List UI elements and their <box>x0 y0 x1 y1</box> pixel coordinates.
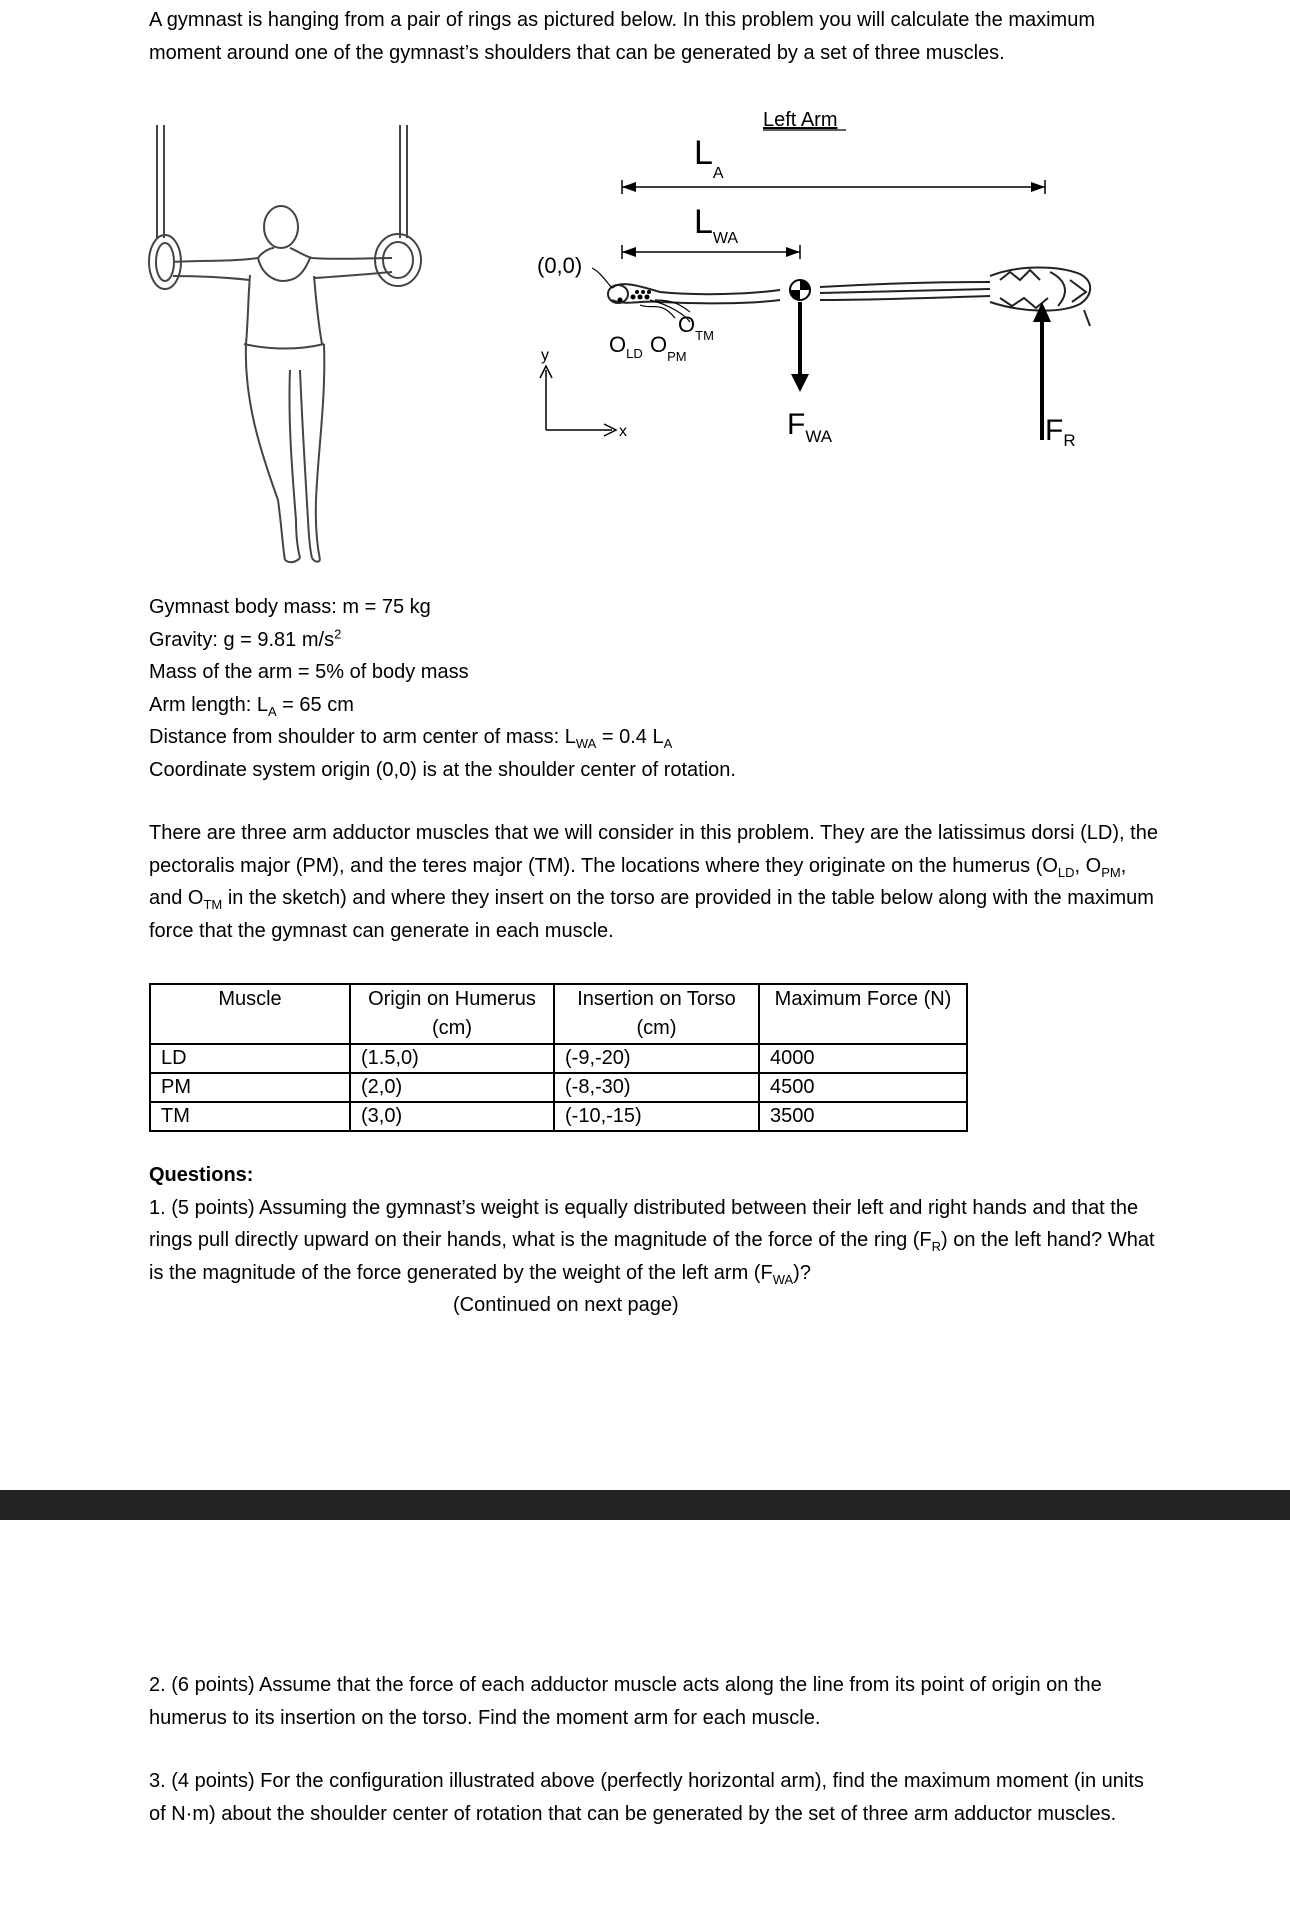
gravity: Gravity: g = 9.81 $m/s^2$ <box>149 625 342 651</box>
continued-note: (Continued on next page) <box>453 1294 679 1316</box>
arm-mass: Mass of the arm = 5% of body mass <box>149 661 469 683</box>
left-arm-label: Left Arm <box>763 109 838 131</box>
coordinate-note: Coordinate system origin (0,0) is at the shoulder center of rotation. <box>149 758 736 781</box>
body-mass: Gymnast body mass: m = 75 kg <box>149 596 431 618</box>
table-cell: (-8,-30) <box>554 1073 759 1102</box>
table-cell: 4500 <box>759 1073 967 1102</box>
old-label: $O_{LD}$ <box>609 332 643 361</box>
table-cell: 3500 <box>759 1102 967 1131</box>
la-label: $L_A$ <box>694 134 724 182</box>
intro-paragraph: A gymnast is hanging from a pair of rings as pictured below. In this problem you will calculate the maximum moment around one of the gymnast’s shoulders that can be generated by a set of three muscles. <box>149 9 1095 64</box>
table-header: Origin on Humerus (cm) <box>350 984 554 1044</box>
gymnast-figure <box>0 0 1290 600</box>
table-cell: 4000 <box>759 1044 967 1073</box>
table-cell: (-9,-20) <box>554 1044 759 1073</box>
axis-x-label: x <box>619 423 627 440</box>
table-header: Insertion on Torso (cm) <box>554 984 759 1044</box>
page-break-bar <box>0 1490 1290 1520</box>
table-cell: (3,0) <box>350 1102 554 1131</box>
given-values <box>149 591 736 786</box>
table-cell: TM <box>150 1102 350 1131</box>
fwa-label: $F_{WA}$ <box>787 408 833 446</box>
arm-diagram <box>540 180 1090 440</box>
gymnast-illustration <box>149 125 421 562</box>
table-row <box>150 1073 967 1102</box>
center-of-mass-marker <box>790 280 810 300</box>
xy-axes <box>540 366 616 436</box>
table-header: Muscle <box>150 984 350 1044</box>
questions-section <box>149 1159 1159 1322</box>
table-cell: (1.5,0) <box>350 1044 554 1073</box>
origin-dots <box>618 290 652 303</box>
arm-length: Arm length: $L_A = 65$ cm <box>149 693 354 719</box>
question-1: 1. (5 points) Assuming the gymnast’s weight is equally distributed between their left and right hands and that the rings pull directly upward on their hands, what is the magnitude of the force of the ring $(F_R)$ on the left hand? What is the magnitude of the force generated by the weight of the left arm $(F_{WA})$? <box>149 1196 1155 1287</box>
table-cell: (2,0) <box>350 1073 554 1102</box>
muscle-table <box>149 983 968 1132</box>
table-row <box>150 1102 967 1131</box>
questions-heading: Questions: <box>149 1164 254 1186</box>
table-cell: (-10,-15) <box>554 1102 759 1131</box>
table-cell: LD <box>150 1044 350 1073</box>
com-distance: Distance from shoulder to arm center of mass: $L_{WA} = 0.4$ $L_A$ <box>149 726 673 751</box>
fr-label: $F_R$ <box>1045 414 1076 450</box>
table-row <box>150 1044 967 1073</box>
axis-y-label: y <box>541 347 549 364</box>
otm-label: $O_{TM}$ <box>678 312 714 343</box>
opm-label: $O_{PM}$ <box>650 332 687 364</box>
table-header: Maximum Force (N) <box>759 984 967 1044</box>
lwa-label: $L_{WA}$ <box>694 203 739 247</box>
table-header-row <box>150 984 967 1044</box>
diagram-labels <box>537 109 1076 450</box>
origin-label: (0,0) <box>537 253 583 278</box>
muscle-paragraph: There are three arm adductor muscles that we will consider in this problem. They are the latissimus dorsi (LD), the pectoralis major (PM), and the teres major (TM). The locations where they originate on the humerus ($O_{LD}$, $O_{PM}$, and $O_{TM}$ in the sketch) and where they insert on the torso are provided in the table below along with the maximum force that the gymnast can generate in each muscle. <box>149 822 1158 942</box>
question-2: 2. (6 points) Assume that the force of each adductor muscle acts along the line from its point of origin on the humerus to its insertion on the torso. Find the moment arm for each muscle. <box>149 1674 1102 1729</box>
table-cell: PM <box>150 1073 350 1102</box>
question-3: 3. (4 points) For the configuration illustrated above (perfectly horizontal arm), find the maximum moment (in units of N·m) about the shoulder center of rotation that can be generated by the set of three arm adductor muscles. <box>149 1770 1144 1825</box>
